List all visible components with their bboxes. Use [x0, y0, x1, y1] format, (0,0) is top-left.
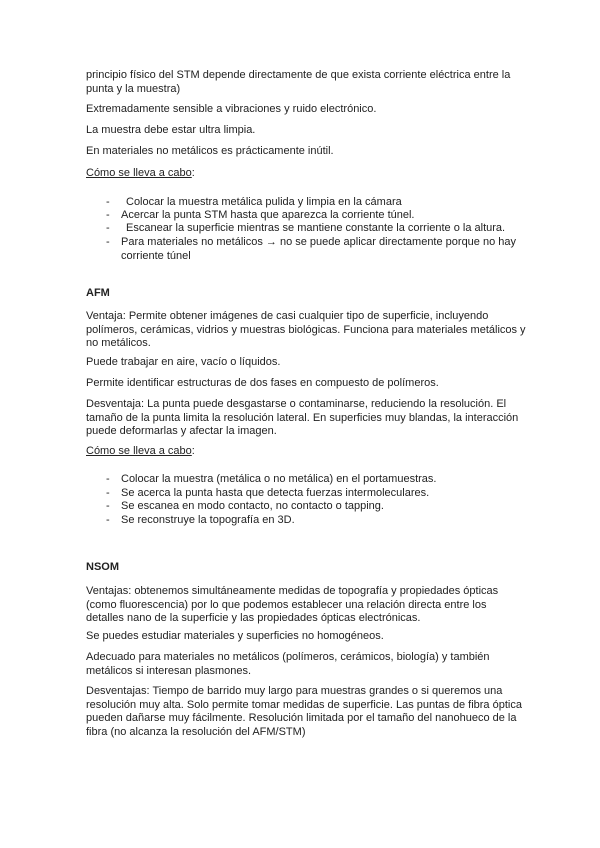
bullet-dash: -: [106, 196, 110, 208]
stm-procedure-label-text: Cómo se lleva a cabo: [86, 167, 192, 179]
bullet-dash: -: [106, 222, 110, 234]
nsom-advantages-paragraph: Ventajas: obtenemos simultáneamente medidas de topografía y propiedades ópticas (como fluorescencia) por lo que podemos establecer una relación directa entre los detalles nano de la superficie y las propiedades ópticas electrónicas.: [86, 585, 499, 624]
afm-heading: AFM: [86, 287, 110, 299]
list-item-text: Colocar la muestra (metálica o no metálica) en el portamuestras.: [121, 473, 437, 485]
afm-procedure-label-text: Cómo se lleva a cabo: [86, 445, 192, 457]
bullet-dash: -: [106, 487, 110, 499]
bullet-dash: -: [106, 209, 110, 221]
list-item-text: Se escanea en modo contacto, no contacto o tapping.: [121, 500, 384, 512]
stm-sensitivity-paragraph: Extremadamente sensible a vibraciones y ruido electrónico.: [86, 103, 377, 115]
list-item-text: Colocar la muestra metálica pulida y limpia en la cámara: [126, 196, 402, 208]
list-item-text: Se acerca la punta hasta que detecta fuerzas intermoleculares.: [121, 487, 430, 499]
bullet-dash: -: [106, 473, 110, 485]
list-item-text: Para materiales no metálicos → no se puede aplicar directamente porque no hay corriente túnel: [121, 236, 517, 262]
afm-phases-paragraph: Permite identificar estructuras de dos fases en compuesto de polímeros.: [86, 377, 439, 389]
stm-intro-paragraph: principio físico del STM depende directamente de que exista corriente eléctrica entre la punta y la muestra): [86, 69, 511, 95]
nsom-disadvantages-paragraph: Desventajas: Tiempo de barrido muy largo para muestras grandes o si queremos una resolución muy alta. Solo permite tomar medidas de superficie. Las puntas de fibra óptica pueden dañarse muy fácilmente. Resolución limitada por el tamaño del nanohueco de la fibra (no alcanza la resolución del AFM/STM): [86, 685, 522, 738]
afm-advantage-paragraph: Ventaja: Permite obtener imágenes de casi cualquier tipo de superficie, incluyendo polímeros, cerámicas, vidrios y muestras biológicas. Funciona para materiales metálicos y no metálicos.: [86, 310, 526, 349]
stm-procedure-label: [86, 167, 526, 181]
bullet-dash: -: [106, 514, 110, 526]
stm-clean-sample-paragraph: La muestra debe estar ultra limpia.: [86, 124, 256, 136]
nsom-heterogeneous-paragraph: Se puedes estudiar materiales y superficies no homogéneos.: [86, 630, 384, 642]
list-item-text: Escanear la superficie mientras se mantiene constante la corriente o la altura.: [126, 222, 506, 234]
list-item-text: Se reconstruye la topografía en 3D.: [121, 514, 295, 526]
afm-procedure-colon: :: [191, 445, 195, 457]
nsom-heading: NSOM: [86, 561, 119, 573]
stm-nonmetal-paragraph: En materiales no metálicos es prácticamente inútil.: [86, 145, 334, 157]
nsom-materials-paragraph: Adecuado para materiales no metálicos (polímeros, cerámicos, biología) y también metálicos si interesan plasmones.: [86, 651, 490, 677]
afm-disadvantage-paragraph: Desventaja: La punta puede desgastarse o contaminarse, reduciendo la resolución. El tamaño de la punta limita la resolución lateral. En superficies muy blandas, la interacción puede deformarlas y afectar la imagen.: [86, 398, 519, 437]
stm-procedure-colon: :: [191, 167, 195, 179]
afm-procedure-label: [86, 445, 526, 459]
list-item-text: Acercar la punta STM hasta que aparezca la corriente túnel.: [121, 209, 415, 221]
bullet-dash: -: [106, 500, 110, 512]
afm-environments-paragraph: Puede trabajar en aire, vacío o líquidos.: [86, 356, 281, 368]
bullet-dash: -: [106, 236, 110, 248]
